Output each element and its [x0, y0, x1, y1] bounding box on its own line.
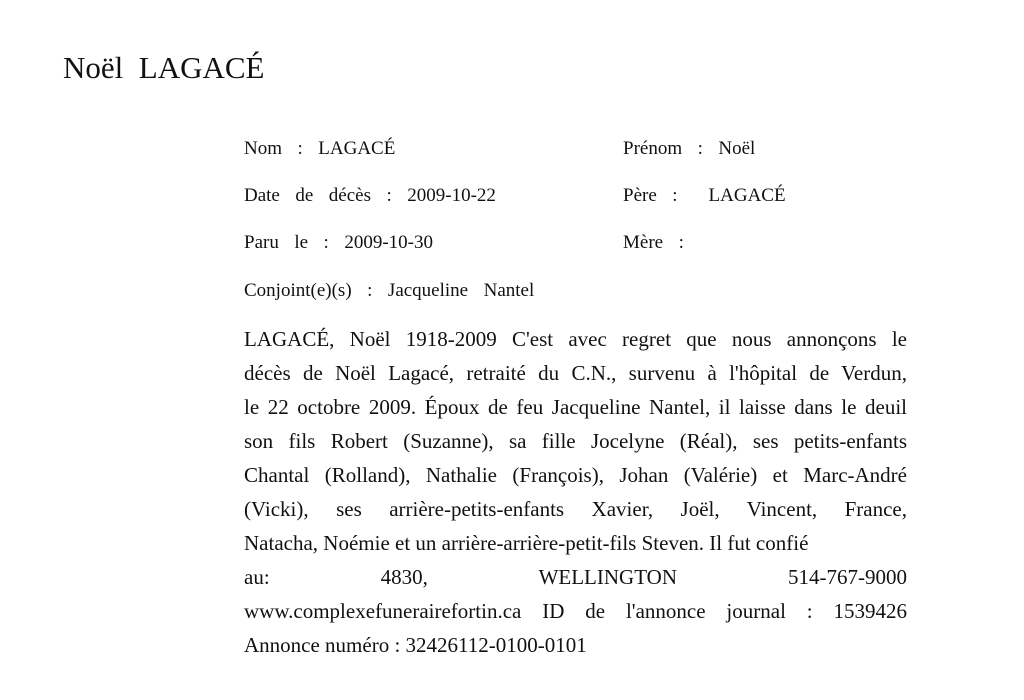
- notice-line: au: 4830, WELLINGTON 514-767-9000: [244, 565, 907, 589]
- notice-line: LAGACÉ, Noël 1918-2009 C'est avec regret que nous annonçons le: [244, 327, 907, 351]
- notice-line: (Vicki), ses arrière-petits-enfants Xavier, Joël, Vincent, France,: [244, 497, 907, 521]
- field-nom: Nom : LAGACÉ: [244, 138, 396, 159]
- field-paru-le: Paru le : 2009-10-30: [244, 232, 433, 253]
- page-title: Noël LAGACÉ: [63, 50, 265, 85]
- field-conjoints: Conjoint(e)(s) : Jacqueline Nantel: [244, 280, 535, 301]
- field-date-deces: Date de décès : 2009-10-22: [244, 185, 496, 206]
- field-prenom: Prénom : Noël: [623, 138, 756, 159]
- field-pere: Père : LAGACÉ: [623, 185, 786, 206]
- obituary-notice: [244, 322, 907, 662]
- notice-line: décès de Noël Lagacé, retraité du C.N., survenu à l'hôpital de Verdun,: [244, 361, 907, 385]
- notice-line: Chantal (Rolland), Nathalie (François), Johan (Valérie) et Marc-André: [244, 463, 907, 487]
- notice-line: Natacha, Noémie et un arrière-arrière-petit-fils Steven. Il fut confié: [244, 531, 809, 555]
- field-mere: Mère :: [623, 232, 684, 253]
- notice-line: www.complexefunerairefortin.ca ID de l'annonce journal : 1539426: [244, 599, 907, 623]
- notice-line: son fils Robert (Suzanne), sa fille Jocelyne (Réal), ses petits-enfants: [244, 429, 907, 453]
- notice-line: Annonce numéro : 32426112-0100-0101: [244, 633, 587, 657]
- notice-line: le 22 octobre 2009. Époux de feu Jacqueline Nantel, il laisse dans le deuil: [244, 395, 907, 419]
